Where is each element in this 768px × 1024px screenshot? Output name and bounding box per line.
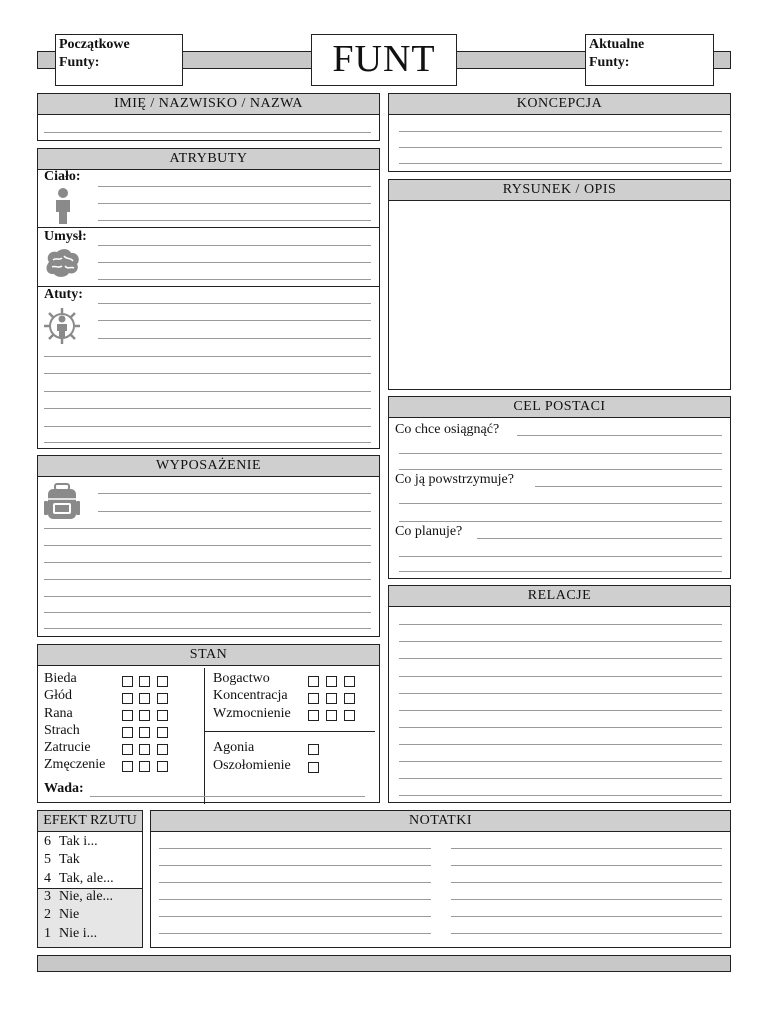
state-checkbox[interactable] (308, 676, 319, 687)
title-box (311, 34, 457, 86)
roll-effect-header: EFEKT RZUTU (38, 811, 142, 832)
equipment-line[interactable] (44, 562, 371, 563)
goal-answer-line[interactable] (477, 538, 722, 539)
roll-number: 3 (44, 889, 51, 904)
equipment-line[interactable] (44, 545, 371, 546)
state-checkbox[interactable] (326, 693, 337, 704)
perks-line[interactable] (44, 391, 371, 392)
notes-line[interactable] (159, 882, 431, 883)
state-checkbox[interactable] (157, 761, 168, 772)
starting-funts-label-2: Funty: (59, 55, 100, 70)
perks-line[interactable] (44, 442, 371, 443)
notes-line[interactable] (451, 916, 722, 917)
state-section (37, 644, 380, 803)
state-checkbox[interactable] (157, 710, 168, 721)
name-header: IMIĘ / NAZWISKO / NAZWA (38, 94, 379, 115)
state-checkbox[interactable] (139, 676, 150, 687)
roll-result: Tak, ale... (59, 871, 114, 886)
notes-header: NOTATKI (151, 811, 730, 832)
roll-number: 2 (44, 907, 51, 922)
relations-section (388, 585, 731, 803)
notes-section (150, 810, 731, 948)
aura-person-icon (43, 307, 81, 345)
state-checkbox[interactable] (122, 744, 133, 755)
state-checkbox[interactable] (122, 761, 133, 772)
body-label: Ciało: (44, 169, 81, 184)
notes-line[interactable] (159, 916, 431, 917)
relations-line[interactable] (399, 658, 722, 659)
state-checkbox[interactable] (157, 676, 168, 687)
current-funts-box[interactable] (585, 34, 714, 86)
state-checkbox[interactable] (122, 727, 133, 738)
relations-line[interactable] (399, 761, 722, 762)
state-checkbox[interactable] (139, 761, 150, 772)
relations-line[interactable] (399, 624, 722, 625)
relations-header: RELACJE (389, 586, 730, 607)
perks-label: Atuty: (44, 287, 83, 302)
equipment-line[interactable] (44, 579, 371, 580)
state-label: Głód (44, 688, 72, 703)
starting-funts-label-1: Początkowe (59, 37, 130, 52)
roll-number: 4 (44, 871, 51, 886)
state-label: Strach (44, 723, 80, 738)
body-line[interactable] (98, 220, 371, 221)
concept-line[interactable] (399, 131, 722, 132)
brain-icon (43, 248, 81, 280)
notes-line[interactable] (451, 882, 722, 883)
state-checkbox[interactable] (157, 744, 168, 755)
notes-line[interactable] (451, 899, 722, 900)
divider (38, 227, 379, 228)
state-checkbox[interactable] (122, 693, 133, 704)
state-checkbox[interactable] (122, 676, 133, 687)
notes-line[interactable] (451, 933, 722, 934)
roll-result: Nie, ale... (59, 889, 114, 904)
perks-line[interactable] (44, 408, 371, 409)
perks-line[interactable] (44, 426, 371, 427)
person-icon (52, 187, 74, 225)
perks-line[interactable] (98, 338, 371, 339)
relations-line[interactable] (399, 676, 722, 677)
perks-line[interactable] (98, 320, 371, 321)
state-label: Rana (44, 706, 73, 721)
flaw-line[interactable] (90, 796, 365, 797)
roll-result: Nie i... (59, 926, 98, 941)
goal-answer-line[interactable] (399, 556, 722, 557)
state-checkbox[interactable] (344, 676, 355, 687)
attributes-header: ATRYBUTY (38, 149, 379, 170)
starting-funts-box[interactable] (55, 34, 183, 86)
body-line[interactable] (98, 186, 371, 187)
drawing-area[interactable] (389, 201, 730, 389)
roll-effect-section (37, 810, 143, 948)
equipment-section (37, 455, 380, 637)
goal-answer-line[interactable] (399, 453, 722, 454)
notes-line[interactable] (159, 848, 431, 849)
state-header: STAN (38, 645, 379, 666)
backpack-icon (44, 483, 80, 521)
state-checkbox[interactable] (139, 693, 150, 704)
current-funts-label-1: Aktualne (589, 37, 645, 52)
notes-line[interactable] (159, 899, 431, 900)
state-label: Agonia (213, 740, 255, 755)
notes-line[interactable] (159, 865, 431, 866)
state-checkbox[interactable] (308, 693, 319, 704)
state-checkbox[interactable] (344, 693, 355, 704)
mind-label: Umysł: (44, 229, 87, 244)
flaw-label: Wada: (44, 781, 84, 796)
goal-answer-line[interactable] (399, 503, 722, 504)
relations-line[interactable] (399, 693, 722, 694)
notes-line[interactable] (159, 933, 431, 934)
state-right-divider (204, 731, 375, 732)
goal-section (388, 396, 731, 579)
roll-result: Nie (59, 907, 80, 922)
equipment-line[interactable] (44, 628, 371, 629)
equipment-line[interactable] (98, 511, 371, 512)
equipment-line[interactable] (44, 528, 371, 529)
state-checkbox[interactable] (326, 710, 337, 721)
state-label: Zatrucie (44, 740, 91, 755)
notes-line[interactable] (451, 865, 722, 866)
name-section (37, 93, 380, 141)
state-label: Bieda (44, 671, 77, 686)
state-checkbox[interactable] (157, 693, 168, 704)
state-checkbox[interactable] (139, 744, 150, 755)
state-checkbox[interactable] (308, 762, 319, 773)
goal-answer-line[interactable] (399, 469, 722, 470)
goal-answer-line[interactable] (399, 571, 722, 572)
state-checkbox[interactable] (139, 727, 150, 738)
relations-line[interactable] (399, 795, 722, 796)
concept-header: KONCEPCJA (389, 94, 730, 115)
roll-number: 6 (44, 834, 51, 849)
state-checkbox[interactable] (308, 710, 319, 721)
notes-line[interactable] (451, 848, 722, 849)
relations-line[interactable] (399, 778, 722, 779)
goal-answer-line[interactable] (517, 435, 722, 436)
relations-line[interactable] (399, 710, 722, 711)
state-checkbox[interactable] (308, 744, 319, 755)
perks-line[interactable] (44, 373, 371, 374)
roll-number: 1 (44, 926, 51, 941)
state-column-divider (204, 668, 205, 804)
state-checkbox[interactable] (139, 710, 150, 721)
goal-header: CEL POSTACI (389, 397, 730, 418)
equipment-line[interactable] (98, 493, 371, 494)
roll-result: Tak (59, 852, 80, 867)
state-checkbox[interactable] (326, 676, 337, 687)
equipment-line[interactable] (44, 596, 371, 597)
goal-answer-line[interactable] (399, 521, 722, 522)
perks-line[interactable] (44, 356, 371, 357)
roll-number: 5 (44, 852, 51, 867)
footer-bar (37, 955, 731, 972)
equipment-header: WYPOSAŻENIE (38, 456, 379, 477)
equipment-line[interactable] (44, 612, 371, 613)
relations-line[interactable] (399, 744, 722, 745)
drawing-header: RYSUNEK / OPIS (389, 180, 730, 201)
relations-line[interactable] (399, 641, 722, 642)
goal-answer-line[interactable] (535, 486, 722, 487)
state-label: Bogactwo (213, 671, 270, 686)
page-title: FUNT (332, 38, 436, 80)
state-label: Koncentracja (213, 688, 288, 703)
goal-question-1: Co chce osiągnąć? (395, 422, 500, 437)
concept-line[interactable] (399, 163, 722, 164)
attributes-section (37, 148, 380, 449)
drawing-section (388, 179, 731, 390)
concept-line[interactable] (399, 147, 722, 148)
relations-line[interactable] (399, 727, 722, 728)
concept-section (388, 93, 731, 172)
name-input-line[interactable] (44, 132, 371, 133)
roll-result: Tak i... (59, 834, 98, 849)
goal-question-2: Co ją powstrzymuje? (395, 472, 514, 487)
perks-line[interactable] (98, 303, 371, 304)
current-funts-label-2: Funty: (589, 55, 630, 70)
goal-question-3: Co planuje? (395, 524, 463, 539)
state-checkbox[interactable] (122, 710, 133, 721)
mind-line[interactable] (98, 279, 371, 280)
state-checkbox[interactable] (157, 727, 168, 738)
state-label: Zmęczenie (44, 757, 106, 772)
state-label: Oszołomienie (213, 758, 291, 773)
mind-line[interactable] (98, 262, 371, 263)
state-label: Wzmocnienie (213, 706, 291, 721)
body-line[interactable] (98, 203, 371, 204)
divider (38, 286, 379, 287)
mind-line[interactable] (98, 245, 371, 246)
state-checkbox[interactable] (344, 710, 355, 721)
